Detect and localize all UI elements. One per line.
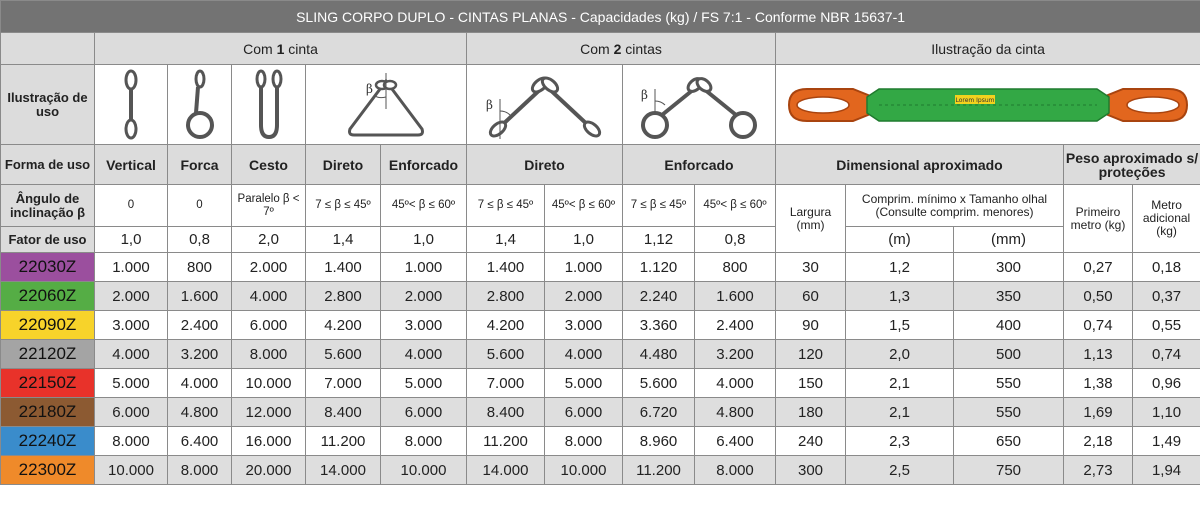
cap-enforcado-2-low: 11.200 — [623, 456, 695, 485]
cap-enforcado-1: 6.000 — [381, 398, 467, 427]
adicional-value: 0,96 — [1133, 369, 1200, 398]
adicional-value: 0,74 — [1133, 340, 1200, 369]
cap-direto-2-low: 8.400 — [467, 398, 545, 427]
cap-enforcado-1: 4.000 — [381, 340, 467, 369]
group-two-slings: Com 2 cintas — [467, 33, 776, 65]
factor-0: 1,0 — [95, 227, 168, 253]
two-leg-choke-icon — [629, 69, 769, 141]
adicional-value: 0,18 — [1133, 253, 1200, 282]
cap-enforcado-2-high: 1.600 — [695, 282, 776, 311]
cap-enforcado-2-low: 1.120 — [623, 253, 695, 282]
table-row — [1, 253, 1200, 282]
olhal-value: 550 — [954, 369, 1064, 398]
largura-value: 300 — [776, 456, 846, 485]
table-row — [1, 456, 1200, 485]
comprim-value: 2,1 — [846, 398, 954, 427]
cap-cesto: 8.000 — [232, 340, 306, 369]
cap-enforcado-2-low: 5.600 — [623, 369, 695, 398]
vertical-sling-icon — [116, 69, 146, 141]
product-code: 22150Z — [1, 369, 95, 398]
metro-adicional-header: Metro adicional (kg) — [1133, 185, 1200, 253]
cap-direto-2-high: 4.000 — [545, 340, 623, 369]
unit-m: (m) — [846, 227, 954, 253]
angle-4: 45º< β ≤ 60º — [381, 185, 467, 227]
basket-sling-icon — [249, 69, 289, 141]
factor-1: 0,8 — [168, 227, 232, 253]
cap-vertical: 4.000 — [95, 340, 168, 369]
choke-sling-illustration — [168, 65, 232, 145]
cap-enforcado-1: 5.000 — [381, 369, 467, 398]
cap-direto-2-high: 3.000 — [545, 311, 623, 340]
cap-cesto: 20.000 — [232, 456, 306, 485]
cap-direto-2-low: 1.400 — [467, 253, 545, 282]
choke-sling-icon — [180, 69, 220, 141]
label-angle: Ângulo de inclinação β — [1, 185, 95, 227]
form-enforcado-2: Enforcado — [623, 145, 776, 185]
factor-5: 1,4 — [467, 227, 545, 253]
cap-forca: 3.200 — [168, 340, 232, 369]
cap-forca: 800 — [168, 253, 232, 282]
comprim-value: 1,2 — [846, 253, 954, 282]
adicional-value: 0,55 — [1133, 311, 1200, 340]
angle-8: 45º< β ≤ 60º — [695, 185, 776, 227]
cap-direto-2-high: 5.000 — [545, 369, 623, 398]
cap-vertical: 2.000 — [95, 282, 168, 311]
largura-value: 120 — [776, 340, 846, 369]
cap-vertical: 1.000 — [95, 253, 168, 282]
product-code: 22240Z — [1, 427, 95, 456]
form-direto-2: Direto — [467, 145, 623, 185]
cap-forca: 8.000 — [168, 456, 232, 485]
cap-direto-2-high: 10.000 — [545, 456, 623, 485]
product-code: 22120Z — [1, 340, 95, 369]
cap-direto-1: 1.400 — [306, 253, 381, 282]
olhal-value: 550 — [954, 398, 1064, 427]
direct-one-sling-illustration — [306, 65, 467, 145]
cap-direto-1: 8.400 — [306, 398, 381, 427]
olhal-value: 350 — [954, 282, 1064, 311]
cap-enforcado-1: 10.000 — [381, 456, 467, 485]
largura-value: 240 — [776, 427, 846, 456]
primeiro-value: 2,73 — [1064, 456, 1133, 485]
angle-6: 45º< β ≤ 60º — [545, 185, 623, 227]
cap-enforcado-2-high: 8.000 — [695, 456, 776, 485]
largura-value: 30 — [776, 253, 846, 282]
largura-value: 150 — [776, 369, 846, 398]
two-leg-sling-icon — [470, 69, 620, 141]
factor-2: 2,0 — [232, 227, 306, 253]
cap-vertical: 6.000 — [95, 398, 168, 427]
label-forma-de-uso: Forma de uso — [1, 145, 95, 185]
table-row — [1, 398, 1200, 427]
product-code: 22030Z — [1, 253, 95, 282]
svg-text:Lorem Ipsum: Lorem Ipsum — [955, 96, 995, 104]
product-code: 22060Z — [1, 282, 95, 311]
cap-direto-1: 14.000 — [306, 456, 381, 485]
cap-enforcado-2-high: 800 — [695, 253, 776, 282]
flat-sling-strap-icon — [783, 75, 1193, 135]
cap-enforcado-2-low: 8.960 — [623, 427, 695, 456]
primeiro-value: 0,27 — [1064, 253, 1133, 282]
strap-illustration — [776, 65, 1200, 145]
cap-vertical: 8.000 — [95, 427, 168, 456]
cap-direto-1: 5.600 — [306, 340, 381, 369]
cap-enforcado-2-high: 4.000 — [695, 369, 776, 398]
table-row — [1, 369, 1200, 398]
factor-8: 0,8 — [695, 227, 776, 253]
table-title: SLING CORPO DUPLO - CINTAS PLANAS - Capacidades (kg) / FS 7:1 - Conforme NBR 15637-1 — [1, 1, 1200, 33]
largura-header: Largura (mm) — [776, 185, 846, 253]
cap-direto-2-high: 1.000 — [545, 253, 623, 282]
comprim-value: 2,1 — [846, 369, 954, 398]
weight-header: Peso aproximado s/ proteções — [1064, 145, 1200, 185]
cap-cesto: 4.000 — [232, 282, 306, 311]
cap-forca: 4.800 — [168, 398, 232, 427]
cap-direto-2-low: 14.000 — [467, 456, 545, 485]
form-cesto: Cesto — [232, 145, 306, 185]
unit-mm: (mm) — [954, 227, 1064, 253]
vertical-sling-illustration — [95, 65, 168, 145]
cap-vertical: 5.000 — [95, 369, 168, 398]
cap-enforcado-2-low: 2.240 — [623, 282, 695, 311]
label-illustration: Ilustração de uso — [1, 65, 95, 145]
olhal-value: 500 — [954, 340, 1064, 369]
cap-forca: 4.000 — [168, 369, 232, 398]
table-row — [1, 340, 1200, 369]
factor-6: 1,0 — [545, 227, 623, 253]
empty-corner-cell — [1, 33, 95, 65]
product-code: 22180Z — [1, 398, 95, 427]
largura-value: 60 — [776, 282, 846, 311]
angle-3: 7 ≤ β ≤ 45º — [306, 185, 381, 227]
primeiro-value: 2,18 — [1064, 427, 1133, 456]
cap-enforcado-2-high: 2.400 — [695, 311, 776, 340]
angle-2: Paralelo β < 7º — [232, 185, 306, 227]
comprim-value: 1,5 — [846, 311, 954, 340]
cap-enforcado-1: 3.000 — [381, 311, 467, 340]
cap-enforcado-1: 1.000 — [381, 253, 467, 282]
cap-direto-2-high: 2.000 — [545, 282, 623, 311]
basket-sling-illustration — [232, 65, 306, 145]
olhal-value: 400 — [954, 311, 1064, 340]
angle-1: 0 — [168, 185, 232, 227]
cap-direto-2-low: 4.200 — [467, 311, 545, 340]
factor-3: 1,4 — [306, 227, 381, 253]
comprim-value: 2,5 — [846, 456, 954, 485]
adicional-value: 0,37 — [1133, 282, 1200, 311]
angle-5: 7 ≤ β ≤ 45º — [467, 185, 545, 227]
cap-enforcado-1: 8.000 — [381, 427, 467, 456]
cap-enforcado-2-low: 4.480 — [623, 340, 695, 369]
cap-direto-1: 7.000 — [306, 369, 381, 398]
label-factor: Fator de uso — [1, 227, 95, 253]
comprim-value: 2,3 — [846, 427, 954, 456]
cap-direto-1: 2.800 — [306, 282, 381, 311]
table-row — [1, 311, 1200, 340]
angle-7: 7 ≤ β ≤ 45º — [623, 185, 695, 227]
product-code: 22090Z — [1, 311, 95, 340]
cap-enforcado-1: 2.000 — [381, 282, 467, 311]
cap-cesto: 6.000 — [232, 311, 306, 340]
product-code: 22300Z — [1, 456, 95, 485]
factor-7: 1,12 — [623, 227, 695, 253]
form-enforcado-1: Enforcado — [381, 145, 467, 185]
cap-enforcado-2-high: 4.800 — [695, 398, 776, 427]
cap-forca: 1.600 — [168, 282, 232, 311]
form-vertical: Vertical — [95, 145, 168, 185]
largura-value: 180 — [776, 398, 846, 427]
choke-two-slings-illustration — [623, 65, 776, 145]
olhal-value: 750 — [954, 456, 1064, 485]
cap-direto-2-low: 7.000 — [467, 369, 545, 398]
form-direto-1: Direto — [306, 145, 381, 185]
table-row — [1, 427, 1200, 456]
cap-enforcado-2-low: 3.360 — [623, 311, 695, 340]
cap-forca: 2.400 — [168, 311, 232, 340]
largura-value: 90 — [776, 311, 846, 340]
cap-direto-1: 11.200 — [306, 427, 381, 456]
svg-text:β: β — [641, 87, 648, 102]
comprim-header: Comprim. mínimo x Tamanho olhal (Consulte comprim. menores) — [846, 185, 1064, 227]
triangle-sling-icon — [326, 69, 446, 141]
comprim-value: 2,0 — [846, 340, 954, 369]
cap-vertical: 3.000 — [95, 311, 168, 340]
cap-vertical: 10.000 — [95, 456, 168, 485]
form-forca: Forca — [168, 145, 232, 185]
primeiro-metro-header: Primeiro metro (kg) — [1064, 185, 1133, 253]
cap-enforcado-2-low: 6.720 — [623, 398, 695, 427]
cap-enforcado-2-high: 6.400 — [695, 427, 776, 456]
primeiro-value: 1,69 — [1064, 398, 1133, 427]
svg-text:β: β — [485, 97, 493, 112]
angle-0: 0 — [95, 185, 168, 227]
svg-text:β: β — [366, 81, 373, 96]
capacity-rows — [1, 253, 1200, 485]
group-illustration: Ilustração da cinta — [776, 33, 1200, 65]
cap-direto-2-high: 8.000 — [545, 427, 623, 456]
cap-cesto: 16.000 — [232, 427, 306, 456]
table-row — [1, 282, 1200, 311]
comprim-value: 1,3 — [846, 282, 954, 311]
cap-cesto: 2.000 — [232, 253, 306, 282]
primeiro-value: 0,74 — [1064, 311, 1133, 340]
primeiro-value: 0,50 — [1064, 282, 1133, 311]
adicional-value: 1,10 — [1133, 398, 1200, 427]
direct-two-slings-illustration — [467, 65, 623, 145]
cap-cesto: 12.000 — [232, 398, 306, 427]
primeiro-value: 1,38 — [1064, 369, 1133, 398]
group-one-sling: Com 1 cinta — [95, 33, 467, 65]
adicional-value: 1,49 — [1133, 427, 1200, 456]
cap-direto-2-high: 6.000 — [545, 398, 623, 427]
cap-enforcado-2-high: 3.200 — [695, 340, 776, 369]
cap-direto-2-low: 5.600 — [467, 340, 545, 369]
dimensional-header: Dimensional aproximado — [776, 145, 1064, 185]
factor-4: 1,0 — [381, 227, 467, 253]
cap-direto-1: 4.200 — [306, 311, 381, 340]
olhal-value: 300 — [954, 253, 1064, 282]
cap-direto-2-low: 2.800 — [467, 282, 545, 311]
cap-cesto: 10.000 — [232, 369, 306, 398]
cap-forca: 6.400 — [168, 427, 232, 456]
olhal-value: 650 — [954, 427, 1064, 456]
primeiro-value: 1,13 — [1064, 340, 1133, 369]
cap-direto-2-low: 11.200 — [467, 427, 545, 456]
adicional-value: 1,94 — [1133, 456, 1200, 485]
